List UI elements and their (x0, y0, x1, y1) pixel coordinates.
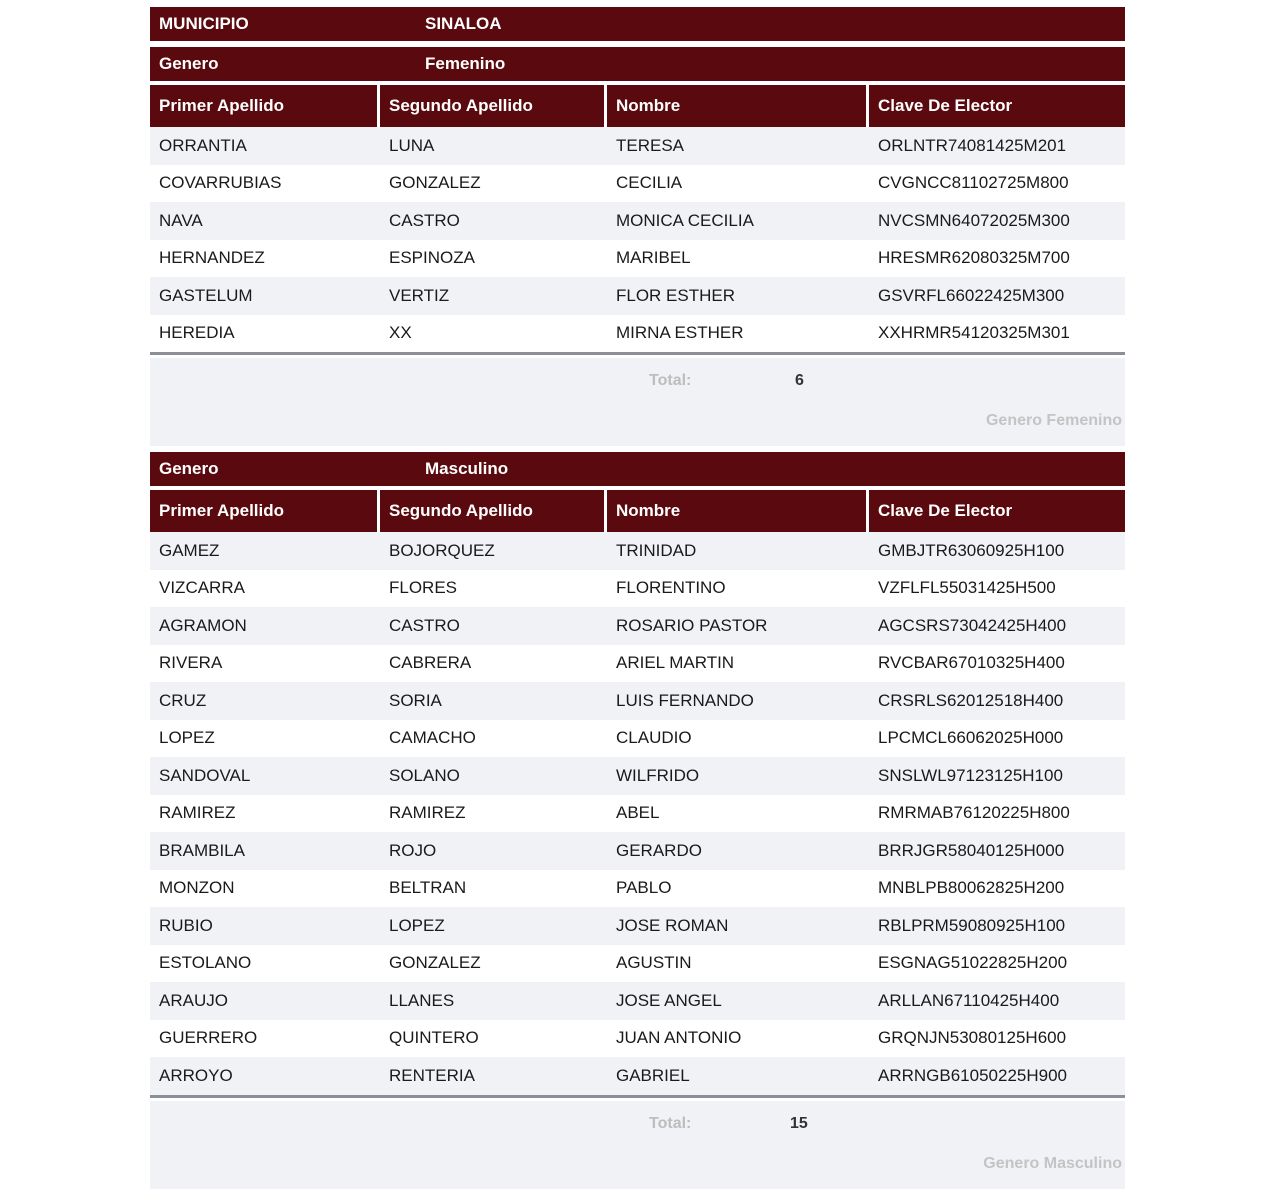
cell-clave-elector: CRSRLS62012518H400 (878, 690, 1064, 710)
cell-primer-apellido: ESTOLANO (159, 953, 252, 973)
total-label: Total: (649, 1114, 692, 1132)
cell-clave-elector: ORLNTR74081425M201 (878, 135, 1067, 155)
cell-nombre: JOSE ANGEL (616, 990, 722, 1010)
cell-clave-elector: NVCSMN64072025M300 (878, 210, 1070, 230)
table-row (150, 315, 1125, 353)
table-row (150, 907, 1125, 945)
cell-primer-apellido: MONZON (159, 878, 235, 898)
col-segundo-apellido: Segundo Apellido (380, 85, 604, 127)
cell-clave-elector: ARLLAN67110425H400 (878, 990, 1060, 1010)
cell-nombre: TRINIDAD (616, 540, 697, 560)
cell-nombre: CECILIA (616, 173, 683, 193)
section-footer (150, 358, 1125, 446)
col-clave-elector: Clave De Elector (869, 490, 1125, 532)
footer-genero-label: Genero Masculino (983, 1154, 1122, 1172)
cell-primer-apellido: VIZCARRA (159, 578, 245, 598)
cell-nombre: ARIEL MARTIN (616, 653, 735, 673)
table-row (150, 645, 1125, 683)
col-nombre: Nombre (607, 490, 866, 532)
table-row (150, 202, 1125, 240)
cell-primer-apellido: SANDOVAL (159, 765, 251, 785)
cell-segundo-apellido: SOLANO (389, 765, 460, 785)
cell-nombre: MIRNA ESTHER (616, 323, 744, 343)
cell-primer-apellido: RAMIREZ (159, 803, 236, 823)
municipio-label: MUNICIPIO (159, 14, 249, 33)
table-row (150, 757, 1125, 795)
col-segundo-apellido: Segundo Apellido (380, 490, 604, 532)
cell-primer-apellido: GAMEZ (159, 540, 220, 560)
table-row (150, 720, 1125, 758)
cell-segundo-apellido: RENTERIA (389, 1065, 475, 1085)
cell-primer-apellido: LOPEZ (159, 728, 215, 748)
cell-segundo-apellido: CASTRO (389, 615, 460, 635)
cell-nombre: WILFRIDO (616, 765, 700, 785)
cell-nombre: ROSARIO PASTOR (616, 615, 768, 635)
cell-primer-apellido: CRUZ (159, 690, 207, 710)
cell-nombre: GABRIEL (616, 1065, 690, 1085)
table-row (150, 982, 1125, 1020)
cell-clave-elector: ESGNAG51022825H200 (878, 953, 1068, 973)
cell-clave-elector: VZFLFL55031425H500 (878, 578, 1056, 598)
section-masculino (150, 452, 1125, 1189)
cell-primer-apellido: NAVA (159, 210, 203, 230)
cell-primer-apellido: ORRANTIA (159, 135, 247, 155)
table-row (150, 570, 1125, 608)
table-row (150, 832, 1125, 870)
table-row (150, 240, 1125, 278)
cell-segundo-apellido: VERTIZ (389, 285, 450, 305)
table-header (150, 490, 1125, 532)
col-clave-elector: Clave De Elector (869, 85, 1125, 127)
col-primer-apellido: Primer Apellido (150, 490, 377, 532)
cell-segundo-apellido: ESPINOZA (389, 248, 475, 268)
table-row (150, 945, 1125, 983)
cell-clave-elector: HRESMR62080325M700 (878, 248, 1070, 268)
table-row (150, 795, 1125, 833)
cell-segundo-apellido: SORIA (389, 690, 442, 710)
table-row (150, 870, 1125, 908)
cell-segundo-apellido: CAMACHO (389, 728, 476, 748)
cell-clave-elector: ARRNGB61050225H900 (878, 1065, 1068, 1085)
cell-nombre: TERESA (616, 135, 685, 155)
cell-nombre: JUAN ANTONIO (616, 1028, 742, 1048)
cell-primer-apellido: ARROYO (159, 1065, 233, 1085)
cell-nombre: FLORENTINO (616, 578, 726, 598)
genero-label: Genero (159, 54, 219, 73)
cell-segundo-apellido: LUNA (389, 135, 435, 155)
cell-segundo-apellido: LOPEZ (389, 915, 445, 935)
cell-clave-elector: GRQNJN53080125H600 (878, 1028, 1067, 1048)
municipio-bar (150, 7, 1125, 41)
cell-clave-elector: RVCBAR67010325H400 (878, 653, 1065, 673)
report (150, 7, 1125, 1189)
cell-nombre: PABLO (616, 878, 672, 898)
cell-clave-elector: RBLPRM59080925H100 (878, 915, 1066, 935)
genero-value: Femenino (425, 54, 506, 73)
total-value: 15 (790, 1114, 808, 1132)
cell-clave-elector: BRRJGR58040125H000 (878, 840, 1065, 860)
table-row (150, 165, 1125, 203)
table-body (150, 127, 1125, 352)
col-primer-apellido: Primer Apellido (150, 85, 377, 127)
table-row (150, 277, 1125, 315)
cell-clave-elector: GMBJTR63060925H100 (878, 540, 1065, 560)
table-body (150, 532, 1125, 1095)
genero-bar (150, 452, 1125, 486)
table-row (150, 682, 1125, 720)
cell-nombre: AGUSTIN (616, 953, 692, 973)
cell-nombre: LUIS FERNANDO (616, 690, 754, 710)
cell-segundo-apellido: ROJO (389, 840, 437, 860)
cell-segundo-apellido: CABRERA (389, 653, 472, 673)
cell-clave-elector: CVGNCC81102725M800 (878, 173, 1069, 193)
col-nombre: Nombre (607, 85, 866, 127)
total-label: Total: (649, 372, 692, 389)
cell-clave-elector: SNSLWL97123125H100 (878, 765, 1063, 785)
genero-bar (150, 47, 1125, 81)
cell-primer-apellido: ARAUJO (159, 990, 228, 1010)
cell-primer-apellido: HEREDIA (159, 323, 235, 343)
genero-label: Genero (159, 459, 219, 478)
footer-genero-label: Genero Femenino (985, 412, 1122, 429)
table-row (150, 1057, 1125, 1095)
cell-primer-apellido: BRAMBILA (159, 840, 245, 860)
cell-primer-apellido: RUBIO (159, 915, 213, 935)
cell-segundo-apellido: QUINTERO (389, 1028, 479, 1048)
table-row (150, 1020, 1125, 1058)
cell-primer-apellido: GUERRERO (159, 1028, 258, 1048)
cell-nombre: CLAUDIO (616, 728, 692, 748)
cell-segundo-apellido: RAMIREZ (389, 803, 466, 823)
cell-nombre: MARIBEL (616, 248, 691, 268)
cell-segundo-apellido: XX (389, 323, 412, 343)
cell-nombre: JOSE ROMAN (616, 915, 729, 935)
cell-clave-elector: LPCMCL66062025H000 (878, 728, 1064, 748)
cell-segundo-apellido: FLORES (389, 578, 458, 598)
cell-segundo-apellido: CASTRO (389, 210, 460, 230)
table-header (150, 85, 1125, 127)
section-femenino (150, 47, 1125, 446)
cell-segundo-apellido: GONZALEZ (389, 173, 481, 193)
cell-segundo-apellido: BELTRAN (389, 878, 467, 898)
municipio-value: SINALOA (425, 14, 502, 33)
cell-clave-elector: XXHRMR54120325M301 (878, 323, 1070, 343)
table-row (150, 532, 1125, 570)
cell-segundo-apellido: GONZALEZ (389, 953, 481, 973)
section-footer (150, 1101, 1125, 1189)
cell-clave-elector: GSVRFL66022425M300 (878, 285, 1065, 305)
cell-primer-apellido: COVARRUBIAS (159, 173, 282, 193)
cell-primer-apellido: HERNANDEZ (159, 248, 265, 268)
cell-primer-apellido: GASTELUM (159, 285, 253, 305)
table-row (150, 127, 1125, 165)
cell-clave-elector: MNBLPB80062825H200 (878, 878, 1065, 898)
cell-primer-apellido: AGRAMON (159, 615, 247, 635)
cell-nombre: ABEL (616, 803, 660, 823)
cell-clave-elector: AGCSRS73042425H400 (878, 615, 1067, 635)
cell-nombre: MONICA CECILIA (616, 210, 754, 230)
cell-segundo-apellido: BOJORQUEZ (389, 540, 495, 560)
total-value: 6 (795, 372, 804, 389)
cell-segundo-apellido: LLANES (389, 990, 455, 1010)
cell-clave-elector: RMRMAB76120225H800 (878, 803, 1070, 823)
genero-value: Masculino (425, 459, 509, 478)
cell-primer-apellido: RIVERA (159, 653, 223, 673)
table-row (150, 607, 1125, 645)
cell-nombre: GERARDO (616, 840, 702, 860)
cell-nombre: FLOR ESTHER (616, 285, 736, 305)
